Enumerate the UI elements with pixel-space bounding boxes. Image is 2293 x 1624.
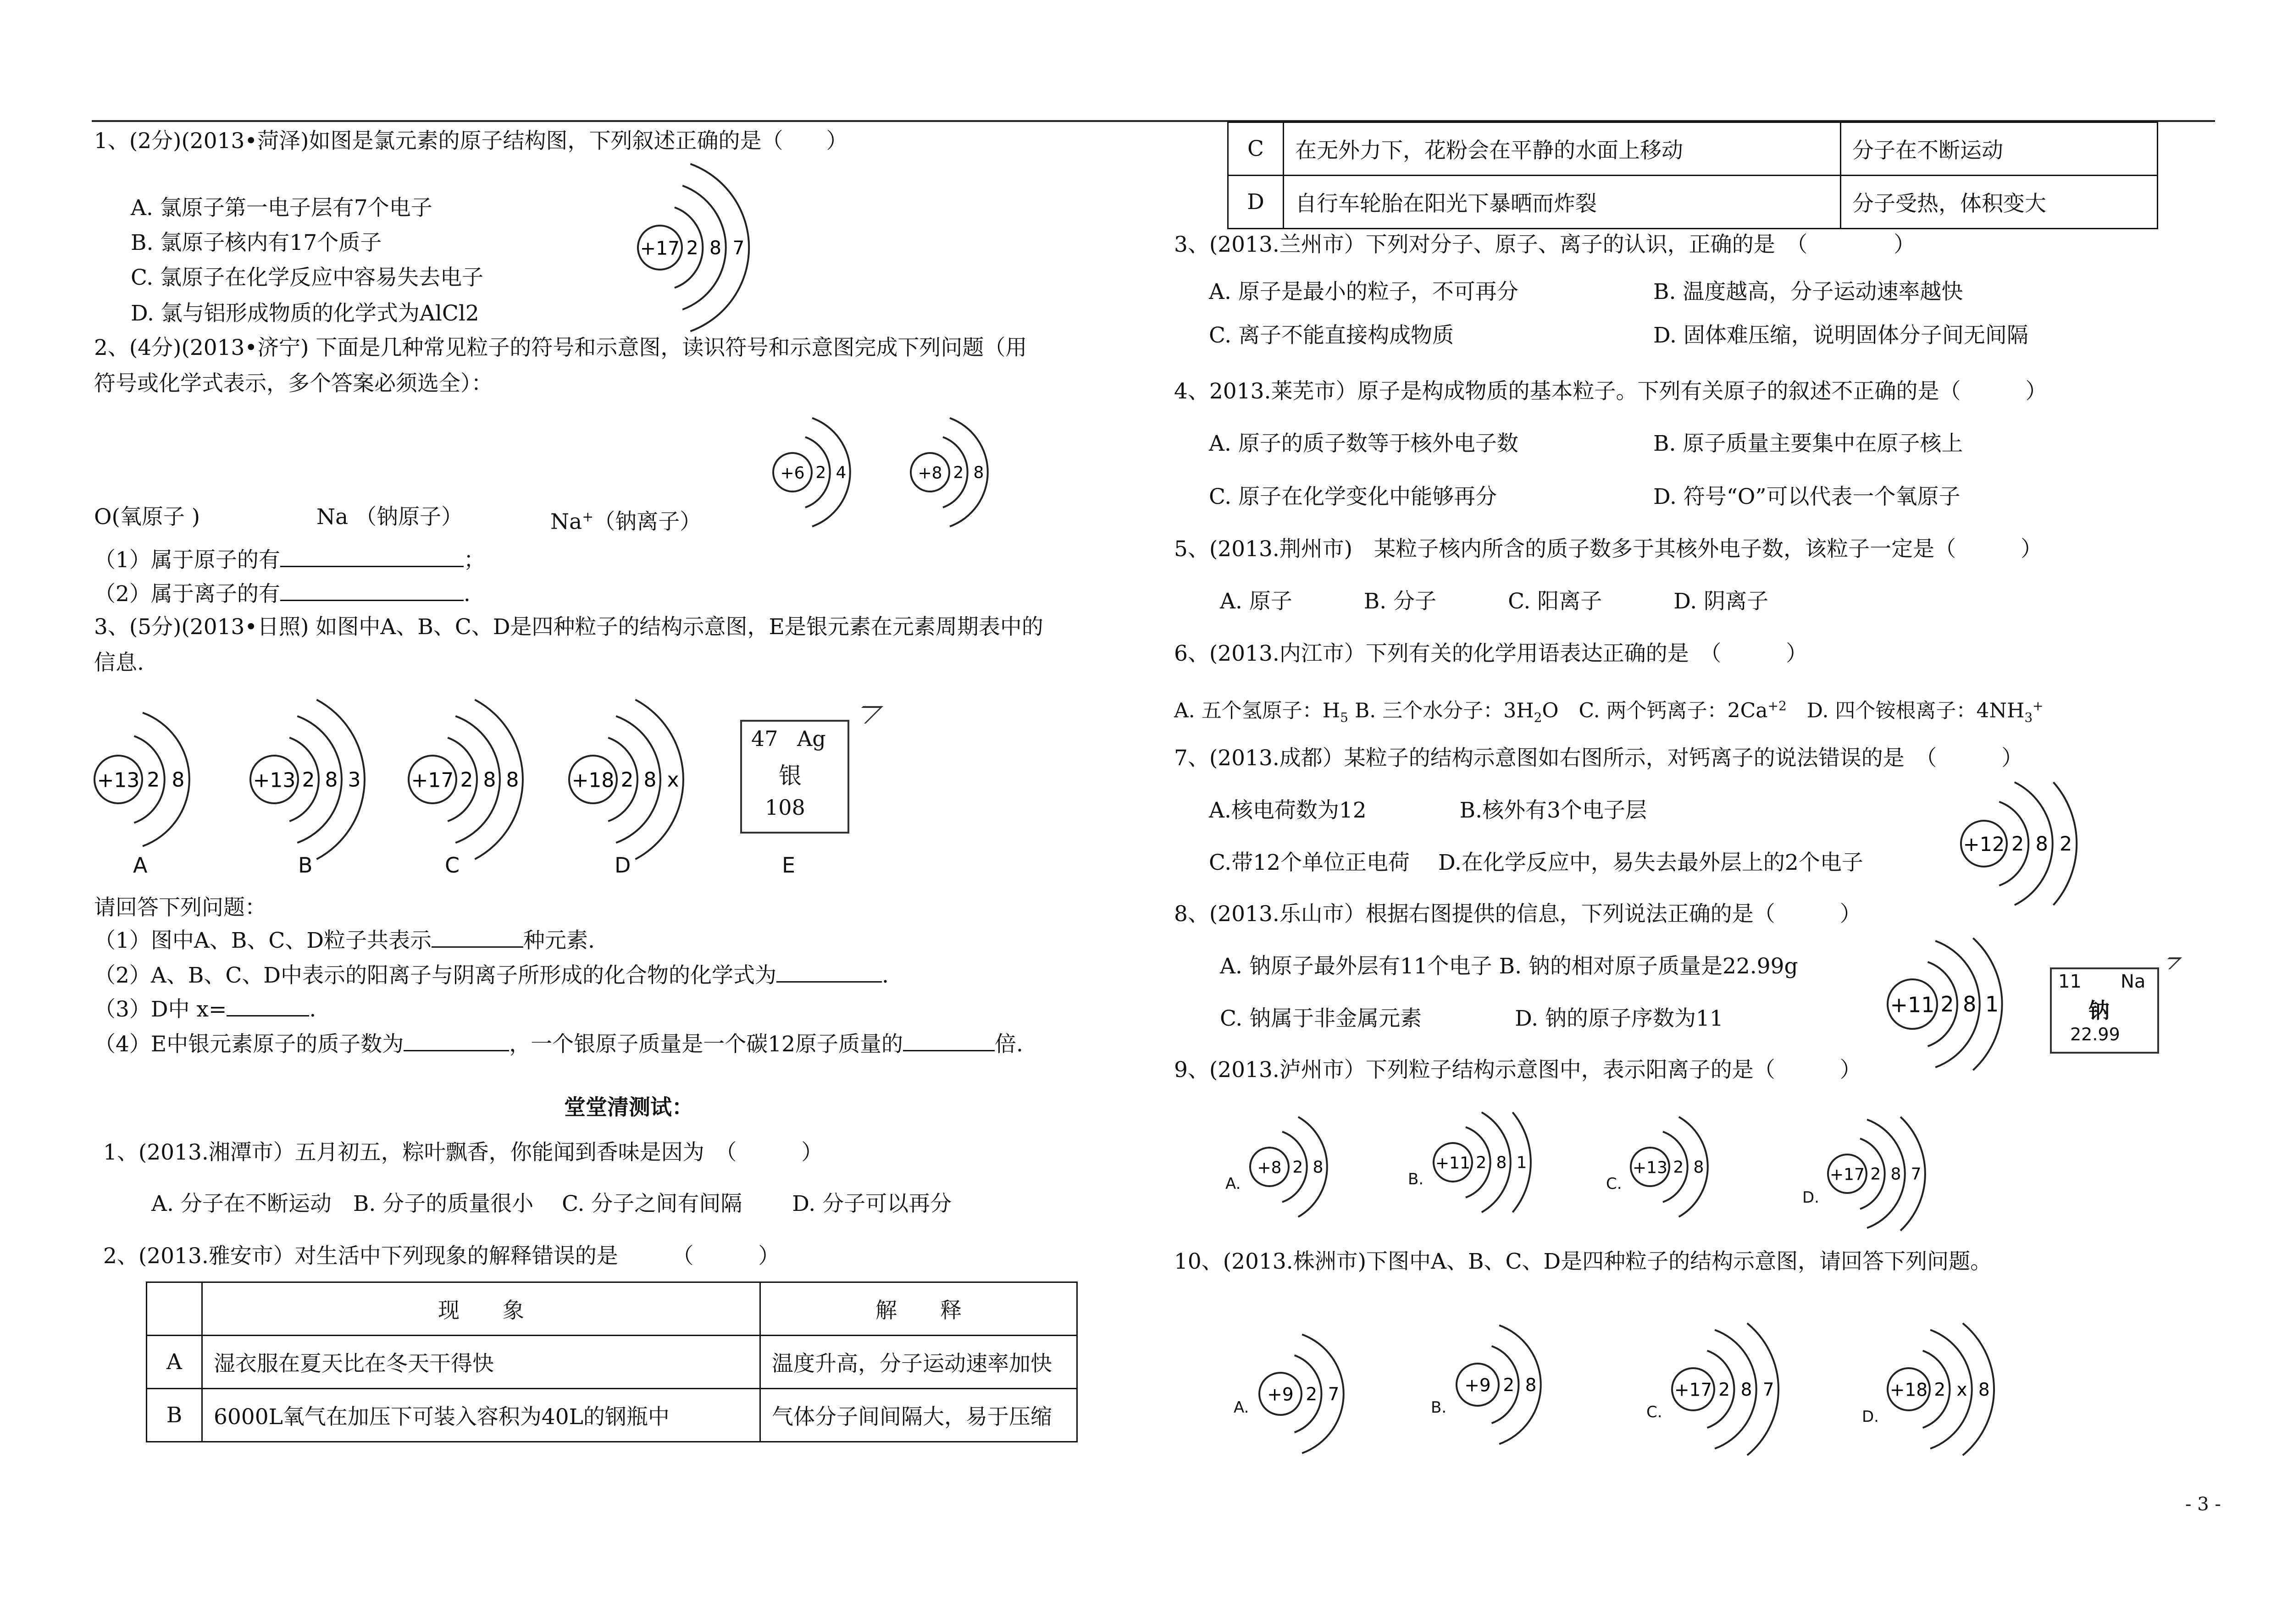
rq7-options-ab: A.核电荷数为12 B.核外有3个电子层 <box>1209 798 1647 823</box>
table-cell: D <box>1228 176 1284 229</box>
rq6-options: A. 五个氢原子：$H_5$ B. 三个水分子：$3H_2O$ C. 两个钙离子：$2Ca^{+2}$ D. 四个铵根离子：$4NH_3^+$ <box>1174 698 2044 725</box>
rq3-option-a: A. 原子是最小的粒子，不可再分 <box>1209 279 1518 304</box>
shell-electron-count: 2 <box>686 237 698 259</box>
q2-symbol-sodium-ion: Na+（钠离子） <box>550 509 702 535</box>
table-row <box>147 1336 1077 1389</box>
rq10-diagram-d <box>1885 1320 2036 1458</box>
nucleus-charge: +11 <box>1435 1154 1470 1173</box>
shell-electron-count: 2 <box>2011 833 2024 856</box>
table-cell: 分子在不断运动 <box>1841 122 2158 176</box>
t1-options: A. 分子在不断运动 B. 分子的质量很小 C. 分子之间有间隔 D. 分子可以再分 <box>151 1191 952 1216</box>
shell-electron-count: 2 <box>2059 833 2072 856</box>
shell-electron-count: 2 <box>460 768 473 792</box>
q3-stem-line1: 3、(5分)(2013•日照) 如图中A、B、C、D是四种粒子的结构示意图，E是银元素在元素周期表中的 <box>94 614 1043 640</box>
table-header-row <box>147 1282 1077 1336</box>
nucleus-charge: +8 <box>1257 1158 1282 1177</box>
q2-stem-line1: 2、(4分)(2013•济宁) 下面是几种常见粒子的符号和示意图，读识符号和示意图完成下列问题（用 <box>94 335 1027 360</box>
sodium-mass: 22.99 <box>2070 1024 2120 1044</box>
rq9-label-b: B. <box>1408 1170 1424 1188</box>
table-cell: 在无外力下，花粉会在平静的水面上移动 <box>1284 122 1841 176</box>
rq10-label-c: C. <box>1646 1403 1662 1421</box>
shell-electron-count: 2 <box>1503 1375 1515 1396</box>
q3-label-a: A <box>133 853 148 878</box>
shell-electron-count: 7 <box>1762 1379 1774 1400</box>
page-number: - 3 - <box>2185 1494 2221 1515</box>
shell-electron-count: 8 <box>1978 1379 1990 1400</box>
rq3-option-b: B. 温度越高，分子运动速率越快 <box>1653 279 1963 304</box>
table-row <box>147 1389 1077 1442</box>
table-header-cell <box>147 1282 202 1336</box>
q2-stem-line2: 符号或化学式表示，多个答案必须选全）： <box>94 371 493 396</box>
atom-svg <box>406 697 543 862</box>
nucleus-charge: +17 <box>1830 1165 1865 1184</box>
q2-oxygen-diagram <box>908 403 1018 541</box>
shell-electron-count: 8 <box>1963 992 1977 1017</box>
shell-electron-count: 4 <box>836 463 847 482</box>
rq10-label-b: B. <box>1431 1398 1447 1417</box>
atom-svg <box>92 697 211 862</box>
rq8-card-top-edge <box>2157 957 2182 969</box>
rq3-option-c: C. 离子不能直接构成物质 <box>1209 323 1454 348</box>
q3-label-d: D <box>615 853 631 878</box>
shell-electron-count: 2 <box>147 768 160 792</box>
rq8-atom-diagram <box>1885 935 2022 1073</box>
nucleus-charge: +17 <box>640 237 680 260</box>
table-cell: 6000L氧气在加压下可装入容积为40L的钢瓶中 <box>202 1389 760 1442</box>
rq9-label-c: C. <box>1606 1175 1622 1193</box>
shell-electron-count: 8 <box>506 768 519 792</box>
sodium-symbol: Na <box>2121 971 2146 992</box>
rq9-label-d: D. <box>1802 1188 1819 1207</box>
q3-diagram-d <box>566 697 704 862</box>
atom-svg <box>1885 935 2022 1073</box>
silver-name: 银 <box>779 762 802 789</box>
t2-table-continued <box>1227 122 2158 229</box>
shell-electron-count: 2 <box>302 768 315 792</box>
silver-atomic-number: 47 <box>751 726 778 751</box>
rq9-stem: 9、(2013.泸州市）下列粒子结构示意图中，表示阳离子的是（ ） <box>1174 1057 1861 1083</box>
shell-electron-count: 8 <box>172 768 185 792</box>
table-cell: 自行车轮胎在阳光下暴晒而炸裂 <box>1284 176 1841 229</box>
shell-electron-count: 2 <box>1940 992 1954 1017</box>
nucleus-charge: +18 <box>1889 1380 1928 1401</box>
table-row <box>1228 122 2158 176</box>
atom-svg <box>908 403 1018 541</box>
table-row <box>1228 176 2158 229</box>
silver-mass: 108 <box>765 795 805 820</box>
rq8-sodium-element-card <box>2050 967 2159 1054</box>
shell-electron-count: x <box>1956 1379 1967 1400</box>
rq9-diagram-b <box>1431 1110 1578 1215</box>
atom-svg <box>1825 1114 1972 1233</box>
nucleus-charge: +12 <box>1963 833 2005 856</box>
rq10-stem: 10、(2013.株洲市)下图中A、B、C、D是四种粒子的结构示意图，请回答下列问题。 <box>1174 1249 1992 1274</box>
rq9-diagram-a <box>1247 1114 1367 1220</box>
rq9-diagram-c <box>1628 1114 1747 1220</box>
atom-svg <box>1628 1114 1747 1220</box>
shell-electron-count: 2 <box>1718 1379 1730 1400</box>
shell-electron-count: 3 <box>348 768 361 792</box>
q3-diagram-a <box>92 697 211 862</box>
nucleus-charge: +13 <box>97 768 140 792</box>
shell-electron-count: 7 <box>1911 1165 1922 1184</box>
rq10-diagram-b <box>1454 1320 1573 1449</box>
q3-sub4-blank1[interactable] <box>404 1032 509 1051</box>
rq5-stem: 5、(2013.荆州市) 某粒子核内所含的质子数多于其核外电子数，该粒子一定是（ ） <box>1174 536 2043 562</box>
t2-stem: 2、(2013.雅安市）对生活中下列现象的解释错误的是 （ ） <box>103 1243 780 1269</box>
rq8-stem: 8、(2013.乐山市）根据右图提供的信息，下列说法正确的是（ ） <box>1174 901 1861 927</box>
table-header-cell: 现 象 <box>202 1282 760 1336</box>
shell-electron-count: 8 <box>973 463 984 482</box>
atom-svg <box>770 403 881 541</box>
atom-svg <box>566 697 704 862</box>
q3-sub4-blank2[interactable] <box>903 1032 995 1051</box>
shell-electron-count: 2 <box>1306 1384 1318 1405</box>
q3-label-c: C <box>445 853 460 878</box>
shell-electron-count: 8 <box>1740 1379 1752 1400</box>
atom-svg <box>1669 1320 1821 1458</box>
atom-svg <box>248 697 385 862</box>
nucleus-charge: +9 <box>1267 1384 1294 1405</box>
rq7-atom-diagram <box>1958 779 2110 908</box>
table-cell: A <box>147 1336 202 1389</box>
rq4-option-b: B. 原子质量主要集中在原子核上 <box>1653 431 1963 456</box>
q3-sub1-blank[interactable] <box>432 928 523 948</box>
rq9-diagram-d <box>1825 1114 1972 1233</box>
nucleus-charge: +13 <box>1633 1158 1667 1177</box>
q3-sub2-blank[interactable] <box>776 963 882 983</box>
q1-option-a: A. 氯原子第一电子层有7个电子 <box>131 195 432 221</box>
shell-electron-count: 8 <box>643 768 657 792</box>
atom-svg <box>1247 1114 1367 1220</box>
t1-stem: 1、(2013.湘潭市）五月初五，粽叶飘香，你能闻到香味是因为 （ ） <box>103 1140 823 1165</box>
q3-sub2: （2）A、B、C、D中表示的阳离子与阴离子所形成的化合物的化学式为 . <box>94 963 889 988</box>
section-heading: 堂堂清测试： <box>564 1095 693 1120</box>
table-cell: 分子受热，体积变大 <box>1841 176 2158 229</box>
q3-diagram-c <box>406 697 543 862</box>
q3-silver-element-card <box>740 720 849 834</box>
rq10-diagram-a <box>1257 1330 1380 1458</box>
table-header-cell: 解 释 <box>760 1282 1077 1336</box>
rq7-stem: 7、(2013.成都）某粒子的结构示意图如右图所示，对钙离子的说法错误的是 （ ） <box>1174 746 2023 771</box>
atom-svg <box>1885 1320 2036 1458</box>
rq4-option-d: D. 符号“O”可以代表一个氧原子 <box>1653 484 1961 509</box>
silver-symbol: Ag <box>797 726 826 751</box>
q1-option-d: D. 氯与铝形成物质的化学式为AlCl2 <box>131 301 479 326</box>
rq3-option-d: D. 固体难压缩，说明固体分子间无间隔 <box>1653 323 2028 348</box>
shell-electron-count: 2 <box>1870 1165 1881 1184</box>
rq9-label-a: A. <box>1225 1175 1241 1193</box>
shell-electron-count: 8 <box>1890 1165 1901 1184</box>
q3-label-b: B <box>298 853 313 878</box>
q1-stem: 1、(2分)(2013•菏泽)如图是氯元素的原子结构图，下列叙述正确的是（ ） <box>94 128 848 154</box>
rq8-options-ab: A. 钠原子最外层有11个电子 B. 钠的相对原子质量是22.99g <box>1220 954 1798 979</box>
q3-sub4: （4）E中银元素原子的质子数为 ，一个银原子质量是一个碳12原子质量的 倍. <box>94 1032 1023 1057</box>
atom-svg <box>1958 779 2110 908</box>
table-cell: 气体分子间间隔大，易于压缩 <box>760 1389 1077 1442</box>
nucleus-charge: +9 <box>1464 1375 1491 1396</box>
shell-electron-count: 2 <box>815 463 826 482</box>
shell-electron-count: 8 <box>1693 1158 1704 1177</box>
shell-electron-count: 8 <box>483 768 496 792</box>
atom-svg <box>1454 1320 1573 1449</box>
nucleus-charge: +18 <box>571 768 615 792</box>
q2-sub1: （1）属于原子的有 ； <box>94 547 485 573</box>
q2-symbol-oxygen: O(氧原子 ) <box>94 504 200 530</box>
q2-sub2: （2）属于离子的有 . <box>94 581 471 607</box>
shell-electron-count: 8 <box>1525 1375 1537 1396</box>
shell-electron-count: 8 <box>1313 1158 1324 1177</box>
nucleus-charge: +11 <box>1890 992 1935 1017</box>
q3-diagram-b <box>248 697 385 862</box>
shell-electron-count: 2 <box>1292 1158 1303 1177</box>
atom-svg <box>1431 1110 1578 1215</box>
nucleus-charge: +13 <box>253 768 296 792</box>
shell-electron-count: 8 <box>709 237 722 259</box>
shell-electron-count: 2 <box>1673 1158 1684 1177</box>
rq10-label-a: A. <box>1234 1398 1249 1417</box>
q3-label-e: E <box>782 853 796 878</box>
q1-option-c: C. 氯原子在化学反应中容易失去电子 <box>131 265 484 290</box>
q3-ask: 请回答下列问题： <box>94 895 266 920</box>
shell-electron-count: 2 <box>620 768 634 792</box>
q3-sub3: （3）D中 x= . <box>94 997 316 1022</box>
table-cell: 温度升高，分子运动速率加快 <box>760 1336 1077 1389</box>
nucleus-charge: +8 <box>918 464 942 483</box>
rq8-options-cd: C. 钠属于非金属元素 D. 钠的原子序数为11 <box>1220 1006 1723 1031</box>
rq3-stem: 3、(2013.兰州市）下列对分子、原子、离子的认识，正确的是 （ ） <box>1174 232 1916 257</box>
q1-atom-diagram <box>635 160 786 335</box>
shell-electron-count: 8 <box>2035 833 2048 856</box>
shell-electron-count: 1 <box>1516 1153 1527 1172</box>
shell-electron-count: 1 <box>1985 992 1999 1017</box>
sodium-name: 钠 <box>2088 998 2110 1023</box>
nucleus-charge: +17 <box>411 768 454 792</box>
rq5-options: A. 原子 B. 分子 C. 阳离子 D. 阴离子 <box>1220 589 1769 614</box>
q2-sub1-blank[interactable] <box>280 547 464 567</box>
atom-svg <box>1257 1330 1380 1458</box>
rq6-stem: 6、(2013.内江市）下列有关的化学用语表达正确的是 （ ） <box>1174 641 1808 666</box>
q3-card-top-edge <box>846 706 883 724</box>
shell-electron-count: 8 <box>1496 1153 1507 1172</box>
q2-symbol-sodium: Na （钠原子） <box>316 504 463 530</box>
table-cell: B <box>147 1389 202 1442</box>
nucleus-charge: +6 <box>780 464 805 483</box>
shell-electron-count: 8 <box>325 768 338 792</box>
q3-stem-line2: 信息. <box>94 650 144 675</box>
sodium-atomic-number: 11 <box>2058 971 2082 992</box>
t2-table <box>146 1282 1078 1442</box>
rq7-options-cd: C.带12个单位正电荷 D.在化学反应中，易失去最外层上的2个电子 <box>1209 850 1863 875</box>
shell-electron-count: 7 <box>1328 1384 1340 1405</box>
q1-option-b: B. 氯原子核内有17个质子 <box>131 230 382 255</box>
shell-electron-count: 2 <box>1476 1153 1487 1172</box>
rq4-option-c: C. 原子在化学变化中能够再分 <box>1209 484 1497 509</box>
rq4-option-a: A. 原子的质子数等于核外电子数 <box>1209 431 1518 456</box>
rq4-stem: 4、2013.莱芜市）原子是构成物质的基本粒子。下列有关原子的叙述不正确的是（ ） <box>1174 379 2047 404</box>
shell-electron-count: 2 <box>1934 1379 1946 1400</box>
atom-svg <box>635 160 786 335</box>
rq10-label-d: D. <box>1862 1408 1879 1426</box>
table-cell: 湿衣服在夏天比在冬天干得快 <box>202 1336 760 1389</box>
q2-sub2-blank[interactable] <box>280 581 464 601</box>
shell-electron-count: 2 <box>953 463 964 482</box>
nucleus-charge: +17 <box>1674 1380 1712 1401</box>
rq10-diagram-c <box>1669 1320 1821 1458</box>
shell-electron-count: 7 <box>732 237 745 259</box>
q2-carbon-diagram <box>770 403 881 541</box>
q3-sub1: （1）图中A、B、C、D粒子共表示 种元素. <box>94 928 595 953</box>
q3-sub3-blank[interactable] <box>227 997 309 1016</box>
shell-electron-count: x <box>667 768 679 792</box>
table-cell: C <box>1228 122 1284 176</box>
